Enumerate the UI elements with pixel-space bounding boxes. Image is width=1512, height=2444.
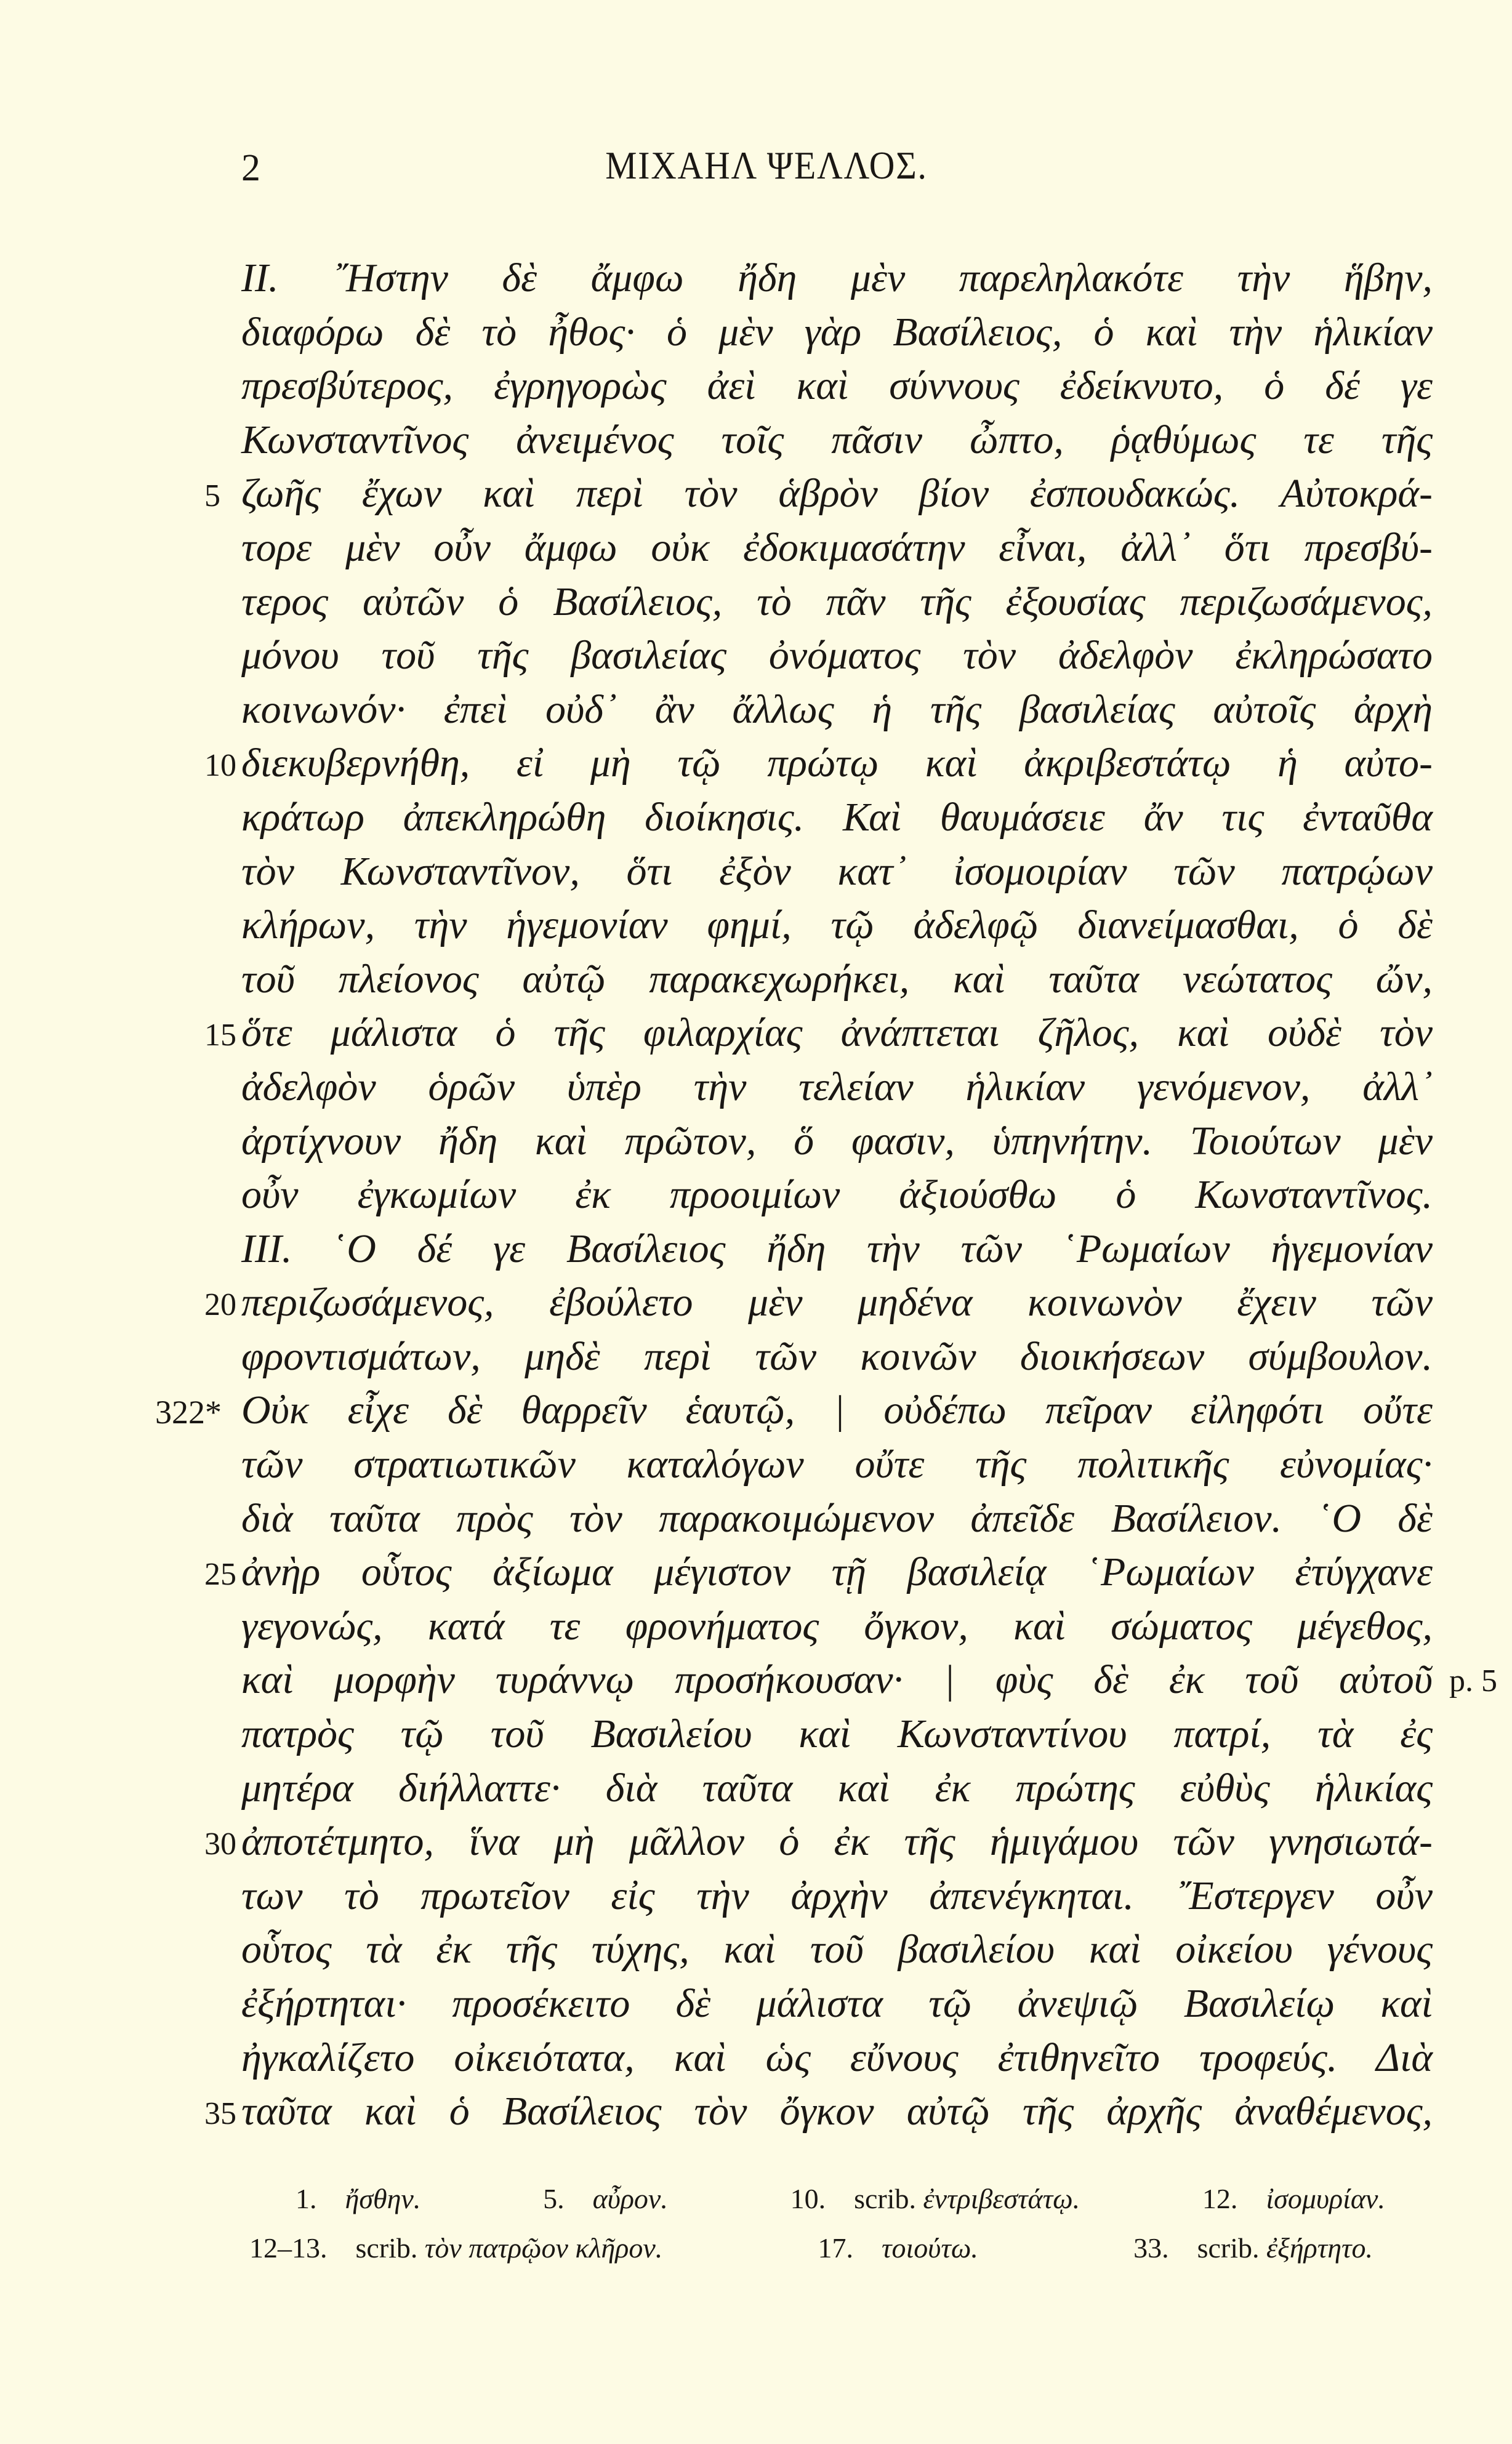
line-text: οὗτος τὰ ἐκ τῆς τύχης, καὶ τοῦ βασιλείου καὶ οἰκείου γένους bbox=[241, 1927, 1433, 1972]
text-line bbox=[204, 1276, 1433, 1330]
text-line bbox=[204, 2084, 1433, 2139]
footnote-ref: 12. bbox=[1202, 2183, 1238, 2214]
text-line bbox=[204, 736, 1433, 790]
margin-page-reference: p. 5 bbox=[1449, 1663, 1497, 1699]
line-text: ζωῆς ἔχων καὶ περὶ τὸν ἁβρὸν βίον ἐσπουδακώς. Αὐτοκρά- bbox=[241, 471, 1433, 517]
footnote bbox=[1202, 2182, 1385, 2215]
line-number: 5 bbox=[204, 478, 220, 514]
line-text: ἀνὴρ οὗτος ἀξίωμα μέγιστον τῇ βασιλείᾳ ῾Ρωμαίων ἐτύγχανε bbox=[241, 1550, 1433, 1595]
main-text bbox=[155, 251, 1497, 2139]
line-text: καὶ μορφὴν τυράννῳ προσήκουσαν· | φὺς δὲ ἐκ τοῦ αὐτοῦ bbox=[241, 1657, 1433, 1703]
footnote-text: τοιούτω. bbox=[882, 2232, 978, 2264]
text-line bbox=[241, 1330, 1433, 1384]
text-line bbox=[241, 1761, 1433, 1815]
line-text: Οὐκ εἶχε δὲ θαρρεῖν ἑαυτῷ, | οὐδέπω πεῖραν εἰληφότι οὔτε bbox=[241, 1388, 1433, 1433]
running-title: ΜΙΧΑΗΛ ΨΕΛΛΟΣ. bbox=[605, 143, 928, 187]
line-text: φροντισμάτων, μηδὲ περὶ τῶν κοινῶν διοικήσεων σύμβουλον. bbox=[241, 1333, 1433, 1379]
line-text: III. ῾Ο δέ γε Βασίλειος ἤδη τὴν τῶν ῾Ρωμαίων ἡγεμονίαν bbox=[241, 1226, 1433, 1271]
footnote-ref: 17. bbox=[818, 2232, 854, 2264]
line-text: κοινωνόν· ἐπεὶ οὐδ᾽ ἂν ἄλλως ἡ τῆς βασιλείας αὐτοῖς ἀρχὴ bbox=[241, 686, 1433, 732]
line-text: των τὸ πρωτεῖον εἰς τὴν ἀρχὴν ἀπενέγκηται. ῎Εστεργεν οὖν bbox=[241, 1873, 1433, 1918]
line-text: διεκυβερνήθη, εἰ μὴ τῷ πρώτῳ καὶ ἀκριβεστάτῳ ἡ αὐτο- bbox=[241, 741, 1433, 786]
text-line bbox=[204, 1815, 1433, 1869]
line-text: οὖν ἐγκωμίων ἐκ προοιμίων ἀξιούσθω ὁ Κωνσταντῖνος. bbox=[241, 1172, 1433, 1218]
footnote-text: ἐντριβεστάτῳ. bbox=[923, 2183, 1080, 2214]
line-text: ἀποτέτμητο, ἵνα μὴ μᾶλλον ὁ ἐκ τῆς ἡμιγάμου τῶν γνησιωτά- bbox=[241, 1819, 1433, 1865]
text-line bbox=[241, 575, 1433, 629]
text-line bbox=[241, 413, 1433, 467]
text-line bbox=[241, 305, 1433, 360]
line-number: 30 bbox=[204, 1827, 236, 1862]
line-text: ἀδελφὸν ὁρῶν ὑπὲρ τὴν τελείαν ἡλικίαν γενόμενον, ἀλλ᾽ bbox=[241, 1064, 1433, 1109]
line-text: τῶν στρατιωτικῶν καταλόγων οὔτε τῆς πολιτικῆς εὐνομίας· bbox=[241, 1442, 1433, 1487]
text-line bbox=[241, 1437, 1433, 1492]
footnote-ref: 33. bbox=[1133, 2232, 1169, 2264]
footnote-text: ἤσθην. bbox=[345, 2183, 421, 2214]
line-number: 20 bbox=[204, 1287, 236, 1323]
line-text: πατρὸς τῷ τοῦ Βασιλείου καὶ Κωνσταντίνου πατρί, τὰ ἐς bbox=[241, 1711, 1433, 1757]
footnote bbox=[818, 2232, 978, 2264]
text-line bbox=[204, 1545, 1433, 1599]
page-number: 2 bbox=[241, 147, 260, 189]
text-line bbox=[155, 1383, 1433, 1437]
text-line bbox=[241, 1707, 1433, 1761]
line-text: τὸν Κωνσταντῖνον, ὅτι ἐξὸν κατ᾽ ἰσομοιρίαν τῶν πατρῴων bbox=[241, 848, 1433, 894]
line-text: τορε μὲν οὖν ἄμφω οὐκ ἐδοκιμασάτην εἶναι, ἀλλ᾽ ὅτι πρεσβύ- bbox=[241, 525, 1433, 570]
text-line bbox=[241, 1653, 1497, 1707]
line-number: 15 bbox=[204, 1018, 236, 1053]
footnote bbox=[790, 2182, 1080, 2215]
line-text: τοῦ πλείονος αὐτῷ παρακεχωρήκει, καὶ ταῦτα νεώτατος ὤν, bbox=[241, 956, 1433, 1002]
footnote-label: scrib. bbox=[355, 2232, 418, 2264]
footnote-ref: 1. bbox=[296, 2183, 317, 2214]
text-line bbox=[241, 2031, 1433, 2085]
footnote-ref: 12–13. bbox=[249, 2232, 328, 2264]
footnote bbox=[296, 2182, 420, 2215]
footnotes-row-2 bbox=[249, 2232, 1373, 2264]
text-line bbox=[241, 1869, 1433, 1923]
text-line bbox=[241, 952, 1433, 1007]
line-text: κράτωρ ἀπεκληρώθη διοίκησις. Καὶ θαυμάσειε ἄν τις ἐνταῦθα bbox=[241, 794, 1433, 840]
text-line bbox=[241, 845, 1433, 899]
line-number: 35 bbox=[204, 2096, 236, 2132]
line-number: 322* bbox=[155, 1394, 222, 1431]
footnotes-row-1 bbox=[296, 2182, 1385, 2215]
line-text: μόνου τοῦ τῆς βασιλείας ὀνόματος τὸν ἀδελφὸν ἐκληρώσατο bbox=[241, 633, 1433, 678]
footnote-text: ἰσομυρίαν. bbox=[1266, 2183, 1385, 2214]
line-text: κλήρων, τὴν ἡγεμονίαν φημί, τῷ ἀδελφῷ διανείμασθαι, ὁ δὲ bbox=[241, 902, 1433, 948]
footnote-label: scrib. bbox=[854, 2183, 916, 2214]
line-text: ἐξήρτηται· προσέκειτο δὲ μάλιστα τῷ ἀνεψιῷ Βασιλείῳ καὶ bbox=[241, 1981, 1433, 2026]
text-line bbox=[204, 467, 1433, 521]
line-number: 25 bbox=[204, 1557, 236, 1593]
line-text: τερος αὐτῶν ὁ Βασίλειος, τὸ πᾶν τῆς ἐξουσίας περιζωσάμενος, bbox=[241, 579, 1433, 624]
text-line bbox=[241, 1222, 1433, 1276]
text-line bbox=[204, 1006, 1433, 1060]
line-text: διὰ ταῦτα πρὸς τὸν παρακοιμώμενον ἀπεῖδε Βασίλειον. ῾Ο δὲ bbox=[241, 1495, 1433, 1541]
line-number: 10 bbox=[204, 748, 236, 784]
line-text: πρεσβύτερος, ἐγρηγορὼς ἀεὶ καὶ σύννους ἐδείκνυτο, ὁ δέ γε bbox=[241, 363, 1433, 409]
footnote-text: ἐξήρτητο. bbox=[1266, 2232, 1373, 2264]
text-line bbox=[241, 1060, 1433, 1114]
line-text: ἠγκαλίζετο οἰκειότατα, καὶ ὡς εὔνους ἐτιθηνεῖτο τροφεύς. Διὰ bbox=[241, 2035, 1433, 2080]
text-line bbox=[241, 790, 1433, 845]
footnote-ref: 5. bbox=[543, 2183, 565, 2214]
text-line bbox=[241, 1168, 1433, 1222]
line-text: διαφόρω δὲ τὸ ἦθος· ὁ μὲν γὰρ Βασίλειος, ὁ καὶ τὴν ἡλικίαν bbox=[241, 309, 1433, 355]
text-line bbox=[241, 629, 1433, 683]
footnote bbox=[543, 2182, 668, 2215]
text-line bbox=[241, 359, 1433, 413]
text-line bbox=[241, 898, 1433, 952]
line-text: γεγονώς, κατά τε φρονήματος ὄγκον, καὶ σώματος μέγεθος, bbox=[241, 1603, 1433, 1649]
line-text: ὅτε μάλιστα ὁ τῆς φιλαρχίας ἀνάπτεται ζῆλος, καὶ οὐδὲ τὸν bbox=[241, 1010, 1433, 1056]
text-line bbox=[241, 1492, 1433, 1546]
footnote-ref: 10. bbox=[790, 2183, 826, 2214]
footnote bbox=[1133, 2232, 1373, 2264]
text-line bbox=[241, 1599, 1433, 1654]
line-text: ἀρτίχνουν ἤδη καὶ πρῶτον, ὅ φασιν, ὑπηνήτην. Τοιούτων μὲν bbox=[241, 1118, 1433, 1164]
text-line bbox=[241, 1923, 1433, 1977]
text-line bbox=[241, 683, 1433, 737]
text-line bbox=[241, 521, 1433, 575]
footnote-label: scrib. bbox=[1197, 2232, 1260, 2264]
line-text: Κωνσταντῖνος ἀνειμένος τοῖς πᾶσιν ὦπτο, ῥᾳθύμως τε τῆς bbox=[241, 417, 1433, 462]
footnote bbox=[249, 2232, 662, 2264]
line-text: ταῦτα καὶ ὁ Βασίλειος τὸν ὄγκον αὐτῷ τῆς ἀρχῆς ἀναθέμενος, bbox=[241, 2089, 1433, 2134]
footnote-text: τὸν πατρῷον κλῆρον. bbox=[424, 2232, 663, 2264]
line-text: II. ῎Ηστην δὲ ἄμφω ἤδη μὲν παρεληλακότε τὴν ἥβην, bbox=[241, 255, 1433, 300]
line-text: περιζωσάμενος, ἐβούλετο μὲν μηδένα κοινωνὸν ἔχειν τῶν bbox=[241, 1280, 1433, 1325]
text-line bbox=[241, 1977, 1433, 2031]
footnote-text: αὖρον. bbox=[592, 2183, 668, 2214]
text-line bbox=[241, 251, 1433, 305]
line-text: μητέρα διήλλαττε· διὰ ταῦτα καὶ ἐκ πρώτης εὐθὺς ἡλικίας bbox=[241, 1765, 1433, 1811]
text-line bbox=[241, 1114, 1433, 1168]
